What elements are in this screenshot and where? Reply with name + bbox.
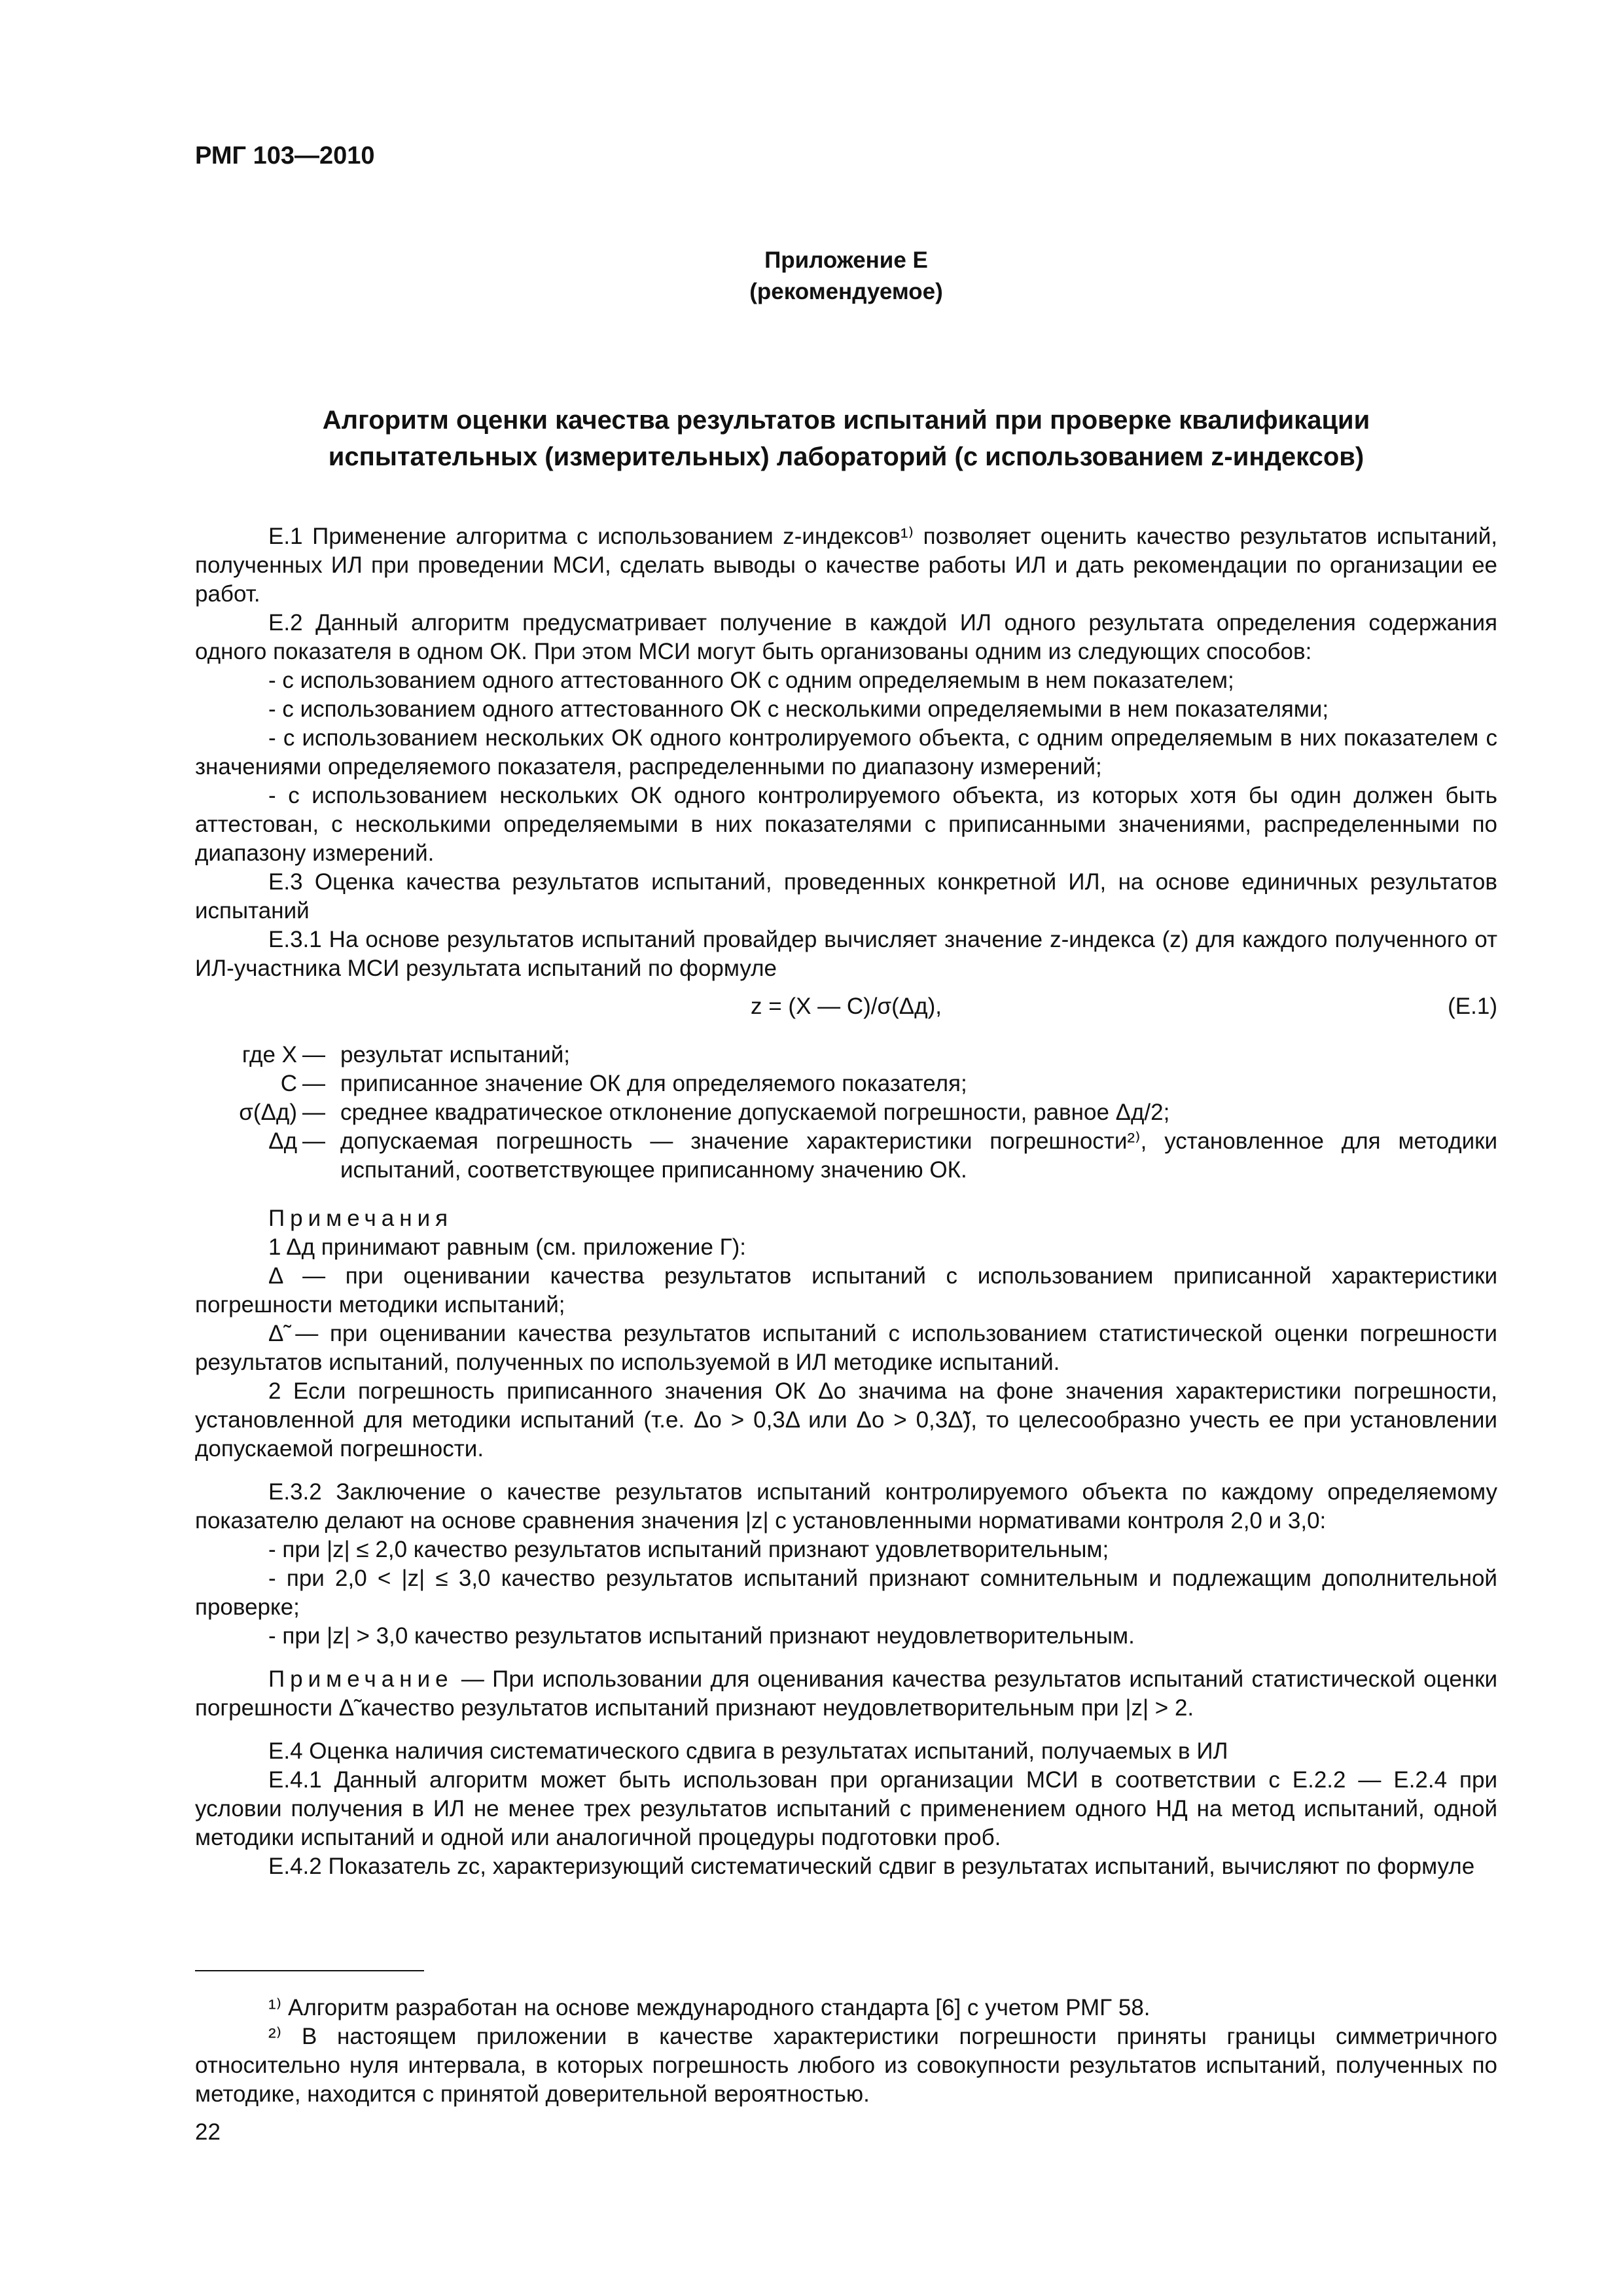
- definition-text: среднее квадратическое отклонение допускаемой погрешности, равное Δд/2;: [340, 1100, 1170, 1125]
- footnote-divider: [195, 1970, 424, 1971]
- note-1-item: Δ̃ — при оценивании качества результатов испытаний с использованием статистической оценки погрешности результатов испытаний, полученных по используемой в ИЛ методике испытаний.: [195, 1321, 1497, 1375]
- definition-text: результат испытаний;: [340, 1042, 570, 1067]
- definition-row: [195, 1069, 1497, 1098]
- list-item: - при |z| > 3,0 качество результатов испытаний признают неудовлетворительным.: [268, 1623, 1135, 1649]
- paragraph-e32: Е.3.2 Заключение о качестве результатов испытаний контролируемого объекта по каждому определяемому показателю делают на основе сравнения значения |z| с установленными нормативами контроля 2,0 и 3,0:: [195, 1479, 1497, 1534]
- page-title: [195, 402, 1497, 475]
- definition-dash: —: [302, 1071, 325, 1096]
- page-title-line1: Алгоритм оценки качества результатов испытаний при проверке квалификации: [322, 406, 1370, 435]
- note-1-item: Δ — при оценивании качества результатов испытаний с использованием приписанной характеристики погрешности методики испытаний;: [195, 1263, 1497, 1318]
- paragraph-e42: Е.4.2 Показатель zс, характеризующий систематический сдвиг в результатах испытаний, вычисляют по формуле: [268, 1854, 1475, 1879]
- definition-text: приписанное значение ОК для определяемого показателя;: [340, 1071, 967, 1096]
- definition-symbol: Δд: [268, 1128, 297, 1154]
- notes-heading: Примечания: [268, 1206, 454, 1231]
- definition-symbol: где X: [241, 1042, 297, 1067]
- note-1-intro: 1 Δд принимают равным (см. приложение Г):: [268, 1234, 746, 1260]
- paragraph-e41: Е.4.1 Данный алгоритм может быть использован при организации МСИ в соответствии с Е.2.2 — Е.2.4 при условии получения в ИЛ не менее трех результатов испытаний с применением одного НД на метод испытаний, одной методики испытаний и одной или аналогичной процедуры подготовки проб.: [195, 1767, 1497, 1850]
- list-item: - при |z| ≤ 2,0 качество результатов испытаний признают удовлетворительным;: [268, 1537, 1109, 1562]
- list-item: - при 2,0 < |z| ≤ 3,0 качество результатов испытаний признают сомнительным и подлежащим дополнительной проверке;: [195, 1566, 1497, 1620]
- note-single: [195, 1665, 1497, 1723]
- definition-dash: —: [302, 1128, 325, 1154]
- formula-number: (Е.1): [1448, 994, 1497, 1019]
- definition-dash: —: [302, 1100, 325, 1125]
- definition-row: [195, 1041, 1497, 1069]
- formula-e1: [195, 992, 1497, 1021]
- page-title-line2: испытательных (измерительных) лабораторий (с использованием z-индексов): [328, 442, 1364, 471]
- document-header: РМГ 103—2010: [195, 142, 375, 170]
- definition-symbol: C: [280, 1071, 297, 1096]
- paragraph-e31: Е.3.1 На основе результатов испытаний провайдер вычисляет значение z-индекса (z) для каждого полученного от ИЛ-участника МСИ результата испытаний по формуле: [195, 927, 1497, 981]
- page-content: [195, 140, 1497, 2147]
- definition-row: [195, 1127, 1497, 1185]
- note-single-label: Примечание: [268, 1666, 454, 1692]
- formula-expression: z = (X — C)/σ(Δд),: [751, 994, 942, 1019]
- paragraph-e2: Е.2 Данный алгоритм предусматривает получение в каждой ИЛ одного результата определения содержания одного показателя в одном ОК. При этом МСИ могут быть организованы одним из следующих способов:: [195, 610, 1497, 664]
- footnote-2: ²⁾ В настоящем приложении в качестве характеристики погрешности приняты границы симметричного относительно нуля интервала, в которых погрешность любого из совокупности результатов испытаний, полученных по методике, находится с принятой доверительной вероятностью.: [195, 2024, 1497, 2107]
- spacer: [195, 1723, 1497, 1737]
- note-2: 2 Если погрешность приписанного значения ОК Δо значима на фоне значения характеристики погрешности, установленной для методики испытаний (т.е. Δо > 0,3Δ или Δо > 0,3Δ̃), то целесообразно учесть ее при установлении допускаемой погрешности.: [195, 1378, 1497, 1462]
- appendix-status: (рекомендуемое): [749, 279, 943, 304]
- definitions-list: [195, 1041, 1497, 1185]
- paragraph-e4: Е.4 Оценка наличия систематического сдвига в результатах испытаний, получаемых в ИЛ: [268, 1738, 1228, 1764]
- list-item: - с использованием нескольких ОК одного контролируемого объекта, из которых хотя бы один должен быть аттестован, с несколькими определяемыми в них показателями с приписанными значениями, распределенными по диапазону измерений.: [195, 783, 1497, 866]
- definition-symbol: σ(Δд): [239, 1100, 297, 1125]
- paragraph-e3: Е.3 Оценка качества результатов испытаний, проведенных конкретной ИЛ, на основе единичных результатов испытаний: [195, 869, 1497, 924]
- definition-row: [195, 1098, 1497, 1127]
- appendix-label: Приложение Е: [764, 247, 928, 273]
- list-item: - с использованием нескольких ОК одного контролируемого объекта, с одним определяемым в них показателем с значениями определяемого показателя, распределенными по диапазону измерений;: [195, 725, 1497, 780]
- definition-text: допускаемая погрешность — значение характеристики погрешности²⁾, установленное для методики испытаний, соответствующее приписанному значению ОК.: [340, 1128, 1497, 1183]
- spacer: [195, 1463, 1497, 1478]
- definition-dash: —: [302, 1042, 325, 1067]
- page-number: 22: [195, 2119, 221, 2145]
- list-item: - с использованием одного аттестованного ОК с одним определяемым в нем показателем;: [268, 668, 1234, 693]
- footnote-1: ¹⁾ Алгоритм разработан на основе международного стандарта [6] с учетом РМГ 58.: [268, 1995, 1150, 2020]
- spacer: [195, 1651, 1497, 1665]
- list-item: - с использованием одного аттестованного ОК с несколькими определяемыми в нем показателями;: [268, 696, 1329, 722]
- note-single-text: — При использовании для оценивания качества результатов испытаний статистической оценки погрешности Δ̃ качество результатов испытаний признают неудовлетворительным при |z| > 2.: [195, 1666, 1497, 1721]
- paragraph-e1: Е.1 Применение алгоритма с использованием z-индексов¹⁾ позволяет оценить качество результатов испытаний, полученных ИЛ при проведении МСИ, сделать выводы о качестве работы ИЛ и дать рекомендации по организации ее работ.: [195, 524, 1497, 607]
